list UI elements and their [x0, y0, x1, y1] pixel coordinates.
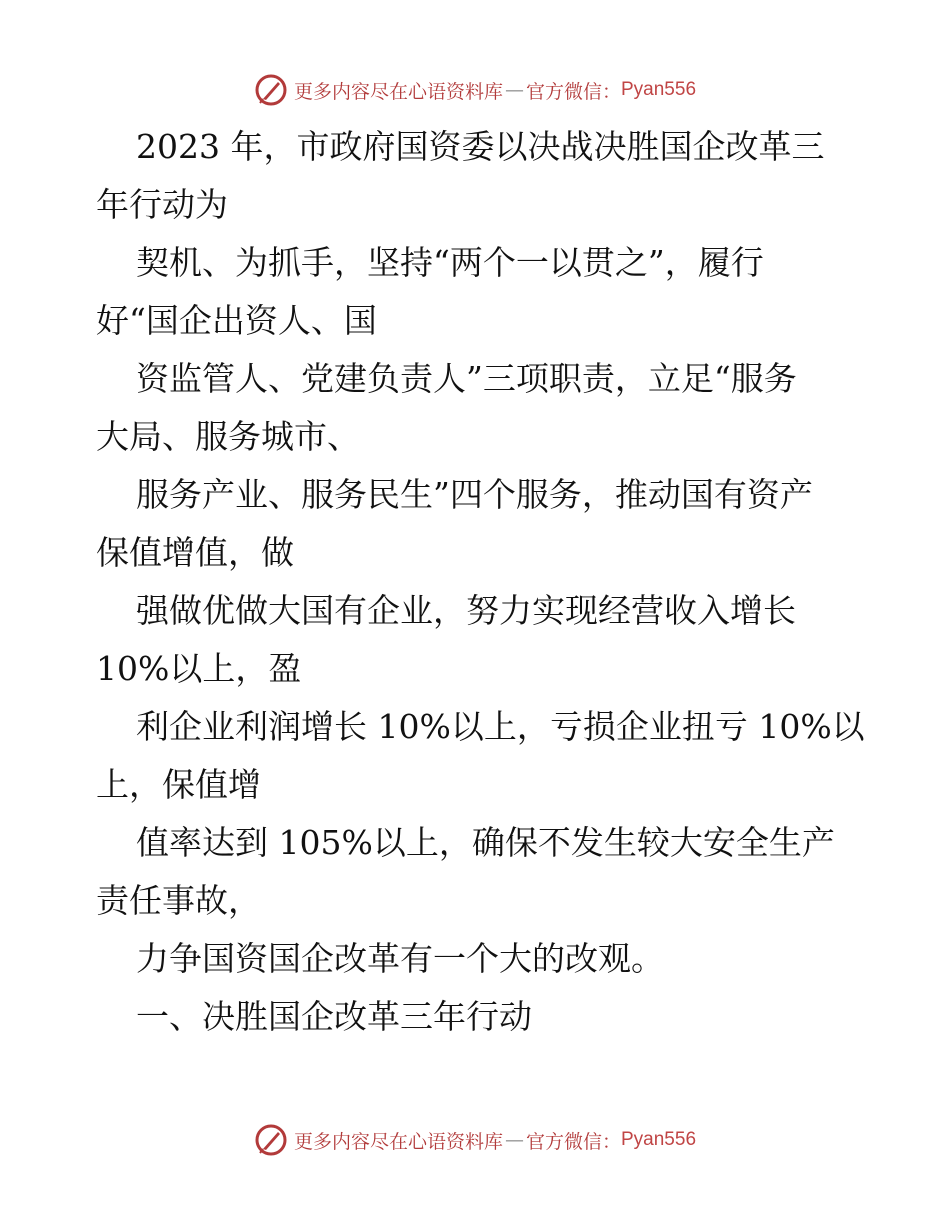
- footer-separator: —: [504, 1129, 524, 1151]
- text-line: 契机、为抓手，坚持“两个一以贯之”，履行: [136, 243, 764, 282]
- text-line: 上，保值增: [96, 765, 261, 804]
- quill-logo-icon: [254, 1123, 288, 1157]
- text-line: 值率达到 105%以上，确保不发生较大安全生产: [136, 823, 835, 862]
- text-line: 2023 年，市政府国资委以决战决胜国企改革三: [136, 127, 825, 166]
- header-brand: 更多内容尽在心语资料库: [293, 80, 503, 103]
- header-contact-label: 官方微信：: [525, 80, 621, 103]
- footer-contact-id: Pyan556: [621, 1129, 697, 1150]
- text-line: 资监管人、党建负责人”三项职责，立足“服务: [136, 359, 797, 398]
- text-line: 好“国企出资人、国: [96, 301, 377, 340]
- footer-contact-label: 官方微信：: [525, 1130, 621, 1153]
- section-heading: 一、决胜国企改革三年行动: [136, 997, 532, 1036]
- text-line: 服务产业、服务民生”四个服务，推动国有资产: [136, 475, 813, 514]
- text-line: 强做优做大国有企业，努力实现经营收入增长: [136, 591, 796, 630]
- footer-watermark: [0, 1120, 950, 1160]
- header-contact-id: Pyan556: [621, 79, 697, 100]
- footer-brand: 更多内容尽在心语资料库: [293, 1130, 503, 1153]
- text-line: 责任事故，: [96, 881, 261, 920]
- quill-logo-icon: [254, 73, 288, 107]
- text-line: 大局、服务城市、: [96, 417, 360, 456]
- text-line: 利企业利润增长 10%以上，亏损企业扭亏 10%以: [136, 707, 865, 746]
- text-line: 10%以上，盈: [96, 649, 302, 688]
- header-separator: —: [504, 79, 524, 101]
- text-line: 力争国资国企改革有一个大的改观。: [136, 939, 664, 978]
- header-watermark: [0, 70, 950, 110]
- text-line: 保值增值，做: [96, 533, 294, 572]
- document-body: [96, 118, 866, 1046]
- text-line: 年行动为: [96, 185, 228, 224]
